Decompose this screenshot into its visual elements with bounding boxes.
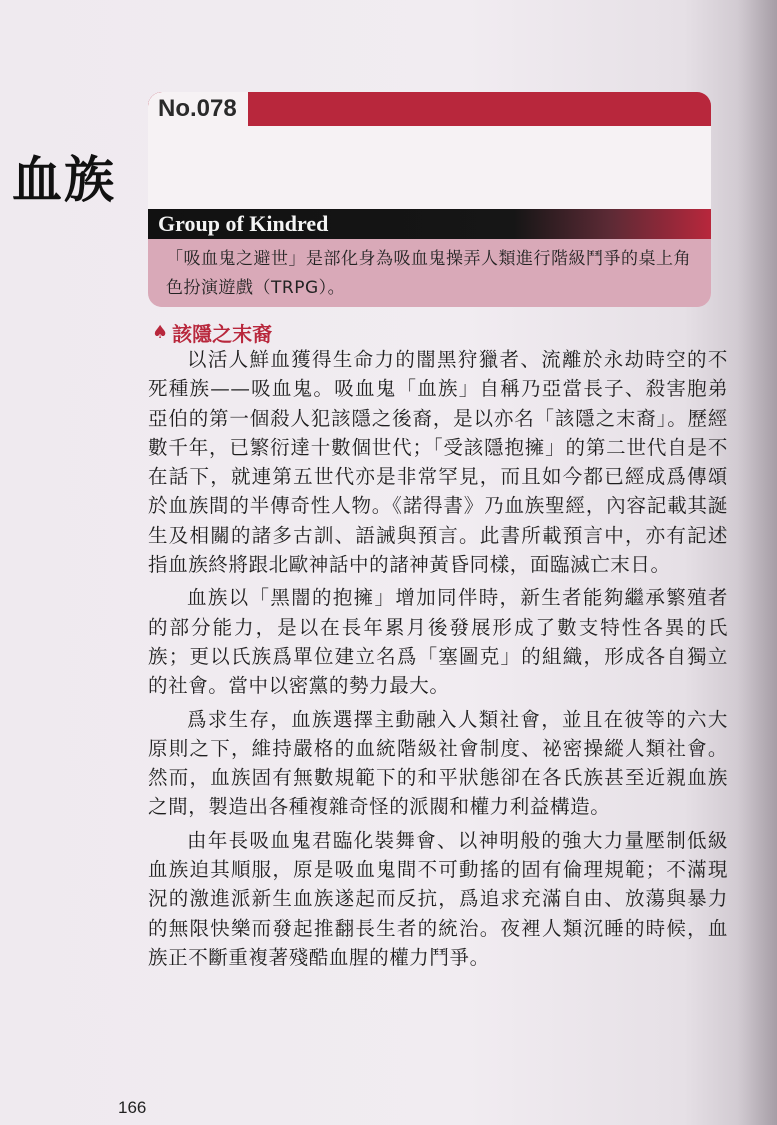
english-title-band — [148, 209, 711, 239]
paragraph: 由年長吸血鬼君臨化裝舞會、以神明般的強大力量壓制低級血族迫其順服，原是吸血鬼間不可動搖的固有倫理規範；不滿現況的激進派新生血族遂起而反抗，爲追求充滿自由、放蕩與暴力的無限快樂而發起推翻長生者的統治。夜裡人類沉睡的時候，血族正不斷重複著殘酷血腥的權力鬥爭。 — [148, 828, 728, 969]
summary-box: 「吸血鬼之避世」是部化身為吸血鬼操弄人類進行階級鬥爭的桌上角色扮演遊戲（TRPG）。 — [148, 239, 711, 307]
page-number: 166 — [118, 1098, 147, 1117]
spine-shadow — [737, 0, 777, 1125]
english-title: Group of Kindred — [158, 211, 329, 236]
section-heading — [152, 318, 272, 347]
page-title: 血族 — [12, 151, 116, 209]
body-text — [148, 345, 728, 976]
paragraph: 血族以「黑闇的抱擁」增加同伴時，新生者能夠繼承繁殖者的部分能力，是以在長年累月後發展形成了數支特性各異的氏族；更以氏族爲單位建立名爲「塞圖克」的組織，形成各自獨立的社會。當中以密黨的勢力最大。 — [148, 586, 728, 698]
paragraph: 爲求生存，血族選擇主動融入人類社會，並且在彼等的六大原則之下，維持嚴格的血統階級社會制度、祕密操縱人類社會。然而，血族固有無數規範下的和平狀態卻在各氏族甚至近親血族之間，製造出各種複雜奇怪的派閥和權力利益構造。 — [148, 707, 728, 819]
spade-icon: ♠ — [152, 322, 169, 343]
section-heading-text: 該隱之末裔 — [172, 322, 273, 346]
entry-number: No.078 — [148, 92, 248, 126]
paragraph: 以活人鮮血獲得生命力的闇黑狩獵者、流離於永劫時空的不死種族——吸血鬼。吸血鬼「血族」自稱乃亞當長子、殺害胞弟亞伯的第一個殺人犯該隱之後裔，是以亦名「該隱之末裔」。歷經數千年，已繁衍達十數個世代；「受該隱抱擁」的第二世代自是不在話下，就連第五世代亦是非常罕見，而且如今都已經成爲傳頌於血族間的半傳奇性人物。《諾得書》乃血族聖經，內容記載其誕生及相關的諸多古訓、語誡與預言。此書所載預言中，亦有記述指血族終將跟北歐神話中的諸神黃昏同樣，面臨滅亡末日。 — [148, 348, 728, 577]
